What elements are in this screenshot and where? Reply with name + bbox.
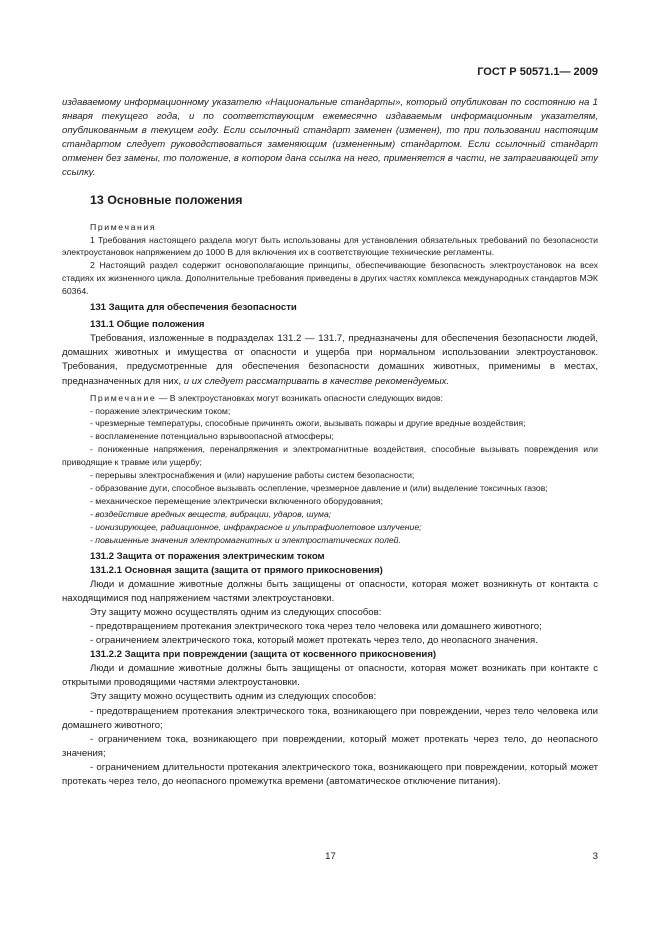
section-13121-p1: Люди и домашние животные должны быть защищены от опасности, которая может возникнуть от контакта с находящимися под напряжением частями электроустановки. <box>62 578 598 604</box>
hazard-item: - перерывы электроснабжения и (или) нарушение работы систем безопасности; <box>90 470 415 481</box>
protection-method-item: - ограничением тока, возникающего при повреждении, который может протекать через тело, до неопасного значения; <box>62 733 598 759</box>
hazards-note-intro <box>62 392 598 405</box>
hazard-item-italic: - ионизирующее, радиационное, инфракрасное и ультрафиолетовое излучение; <box>90 521 422 532</box>
protection-method-item: - предотвращением протекания электрического тока, возникающего при повреждении, через тело человека или домашнего животного; <box>62 705 598 731</box>
section-1312-title: 131.2 Защита от поражения электрическим током <box>90 550 325 562</box>
hazards-note-rest: — В электроустановках могут возникать опасности следующих видов: <box>156 392 443 403</box>
protection-method-item: - ограничением электрического тока, который может протекать через тело, до неопасного значения. <box>90 635 538 647</box>
intro-paragraph: издаваемому информационному указателю «Национальные стандарты», который опубликован по состоянию на 1 января текущего года, и по соответствующим ежемесячно издаваемым информационным указателям, опубликованным в текущем году. Если ссылочный стандарт заменен (изменен), то при пользовании настоящим стандартом следует руководствоваться заменяющим (измененным) стандартом. Если ссылочный стандарт отменен без замены, то положение, в котором дана ссылка на него, применяется в части, не затрагивающей эту ссылку. <box>62 97 598 179</box>
hazard-item-italic: - воздействие вредных веществ, вибрации, ударов, шума; <box>90 508 332 519</box>
page-body <box>62 96 598 789</box>
note-1: 1 Требования настоящего раздела могут быть использованы для установления обязательных требований по безопасности электроустановок напряжением до 1000 В для включения их в соответствующие технические регламенты. <box>62 234 598 258</box>
section-13121-title: 131.2.1 Основная защита (защита от прямого прикосновения) <box>90 564 383 576</box>
page-number-right: 3 <box>592 851 598 862</box>
hazard-item: - механическое перемещение электрически включенного оборудования; <box>90 495 383 506</box>
section-1311-text-a: Требования, изложенные в подразделах 131.2 — 131.7, предназначены для обеспечения безопасности людей, домашних животных и имущества от опасности и ущерба при нормальном использовании электроустановок. Требования, предусмотренные для обеспечения безопасности домашних животных, применимы в местах, предназначенных для них, <box>62 333 598 387</box>
hazard-item: - образование дуги, способное вызывать ослепление, чрезмерное давление и (или) выделение токсичных газов; <box>90 483 548 493</box>
document-code: ГОСТ Р 50571.1— 2009 <box>477 66 598 78</box>
hazard-item: - чрезмерные температуры, способные причинять ожоги, вызывать пожары и другие вредные воздействия; <box>90 418 526 429</box>
section-131-title: 131 Защита для обеспечения безопасности <box>90 302 297 314</box>
hazard-item: - поражение электрическим током; <box>90 405 231 416</box>
note-2: 2 Настоящий раздел содержит основополагающие принципы, обеспечивающие безопасность электроустановок на всех стадиях их жизненного цикла. Дополнительные требования приведены в других частях комплекса международных стандартов МЭК 60364. <box>62 260 598 297</box>
notes-label: Примечания <box>90 221 157 232</box>
hazard-item: - пониженные напряжения, перенапряжения и электромагнитные воздействия, способные вызывать повреждения или приводящие к травме или ущербу; <box>62 444 598 468</box>
section-13-notes <box>62 221 598 298</box>
page-number-center: 17 <box>325 851 336 862</box>
section-1311-title: 131.1 Общие положения <box>90 319 205 331</box>
hazard-item-italic: - повышенные значения электромагнитных и электростатических полей. <box>90 534 401 545</box>
section-13-title: 13 Основные положения <box>90 192 243 207</box>
hazards-note <box>62 392 598 547</box>
protection-method-item: - предотвращением протекания электрического тока через тело человека или домашнего животного; <box>90 621 542 632</box>
section-13122-p2: Эту защиту можно осуществить одним из следующих способов: <box>90 691 377 703</box>
hazard-item: - воспламенение потенциально взрывоопасной атмосферы; <box>90 431 334 442</box>
protection-method-item: - ограничением длительности протекания электрического тока, возникающего при повреждении, который может протекать через тело, до неопасного промежутка времени (автоматическое отключение питания). <box>62 761 598 788</box>
section-13121-p2: Эту защиту можно осуществлять одним из следующих способов: <box>90 606 382 618</box>
section-1311-text-b: и их следует рассматривать в качестве рекомендуемых. <box>183 375 450 387</box>
hazards-note-label: Примечание <box>90 392 157 403</box>
section-13122-p1: Люди и домашние животные должны быть защищены от опасности, которая может возникать при контакте с открытыми проводящими частями электроустановки. <box>62 663 598 689</box>
section-1311-text <box>62 332 598 388</box>
section-13122-title: 131.2.2 Защита при повреждении (защита от косвенного прикосновения) <box>90 649 437 661</box>
